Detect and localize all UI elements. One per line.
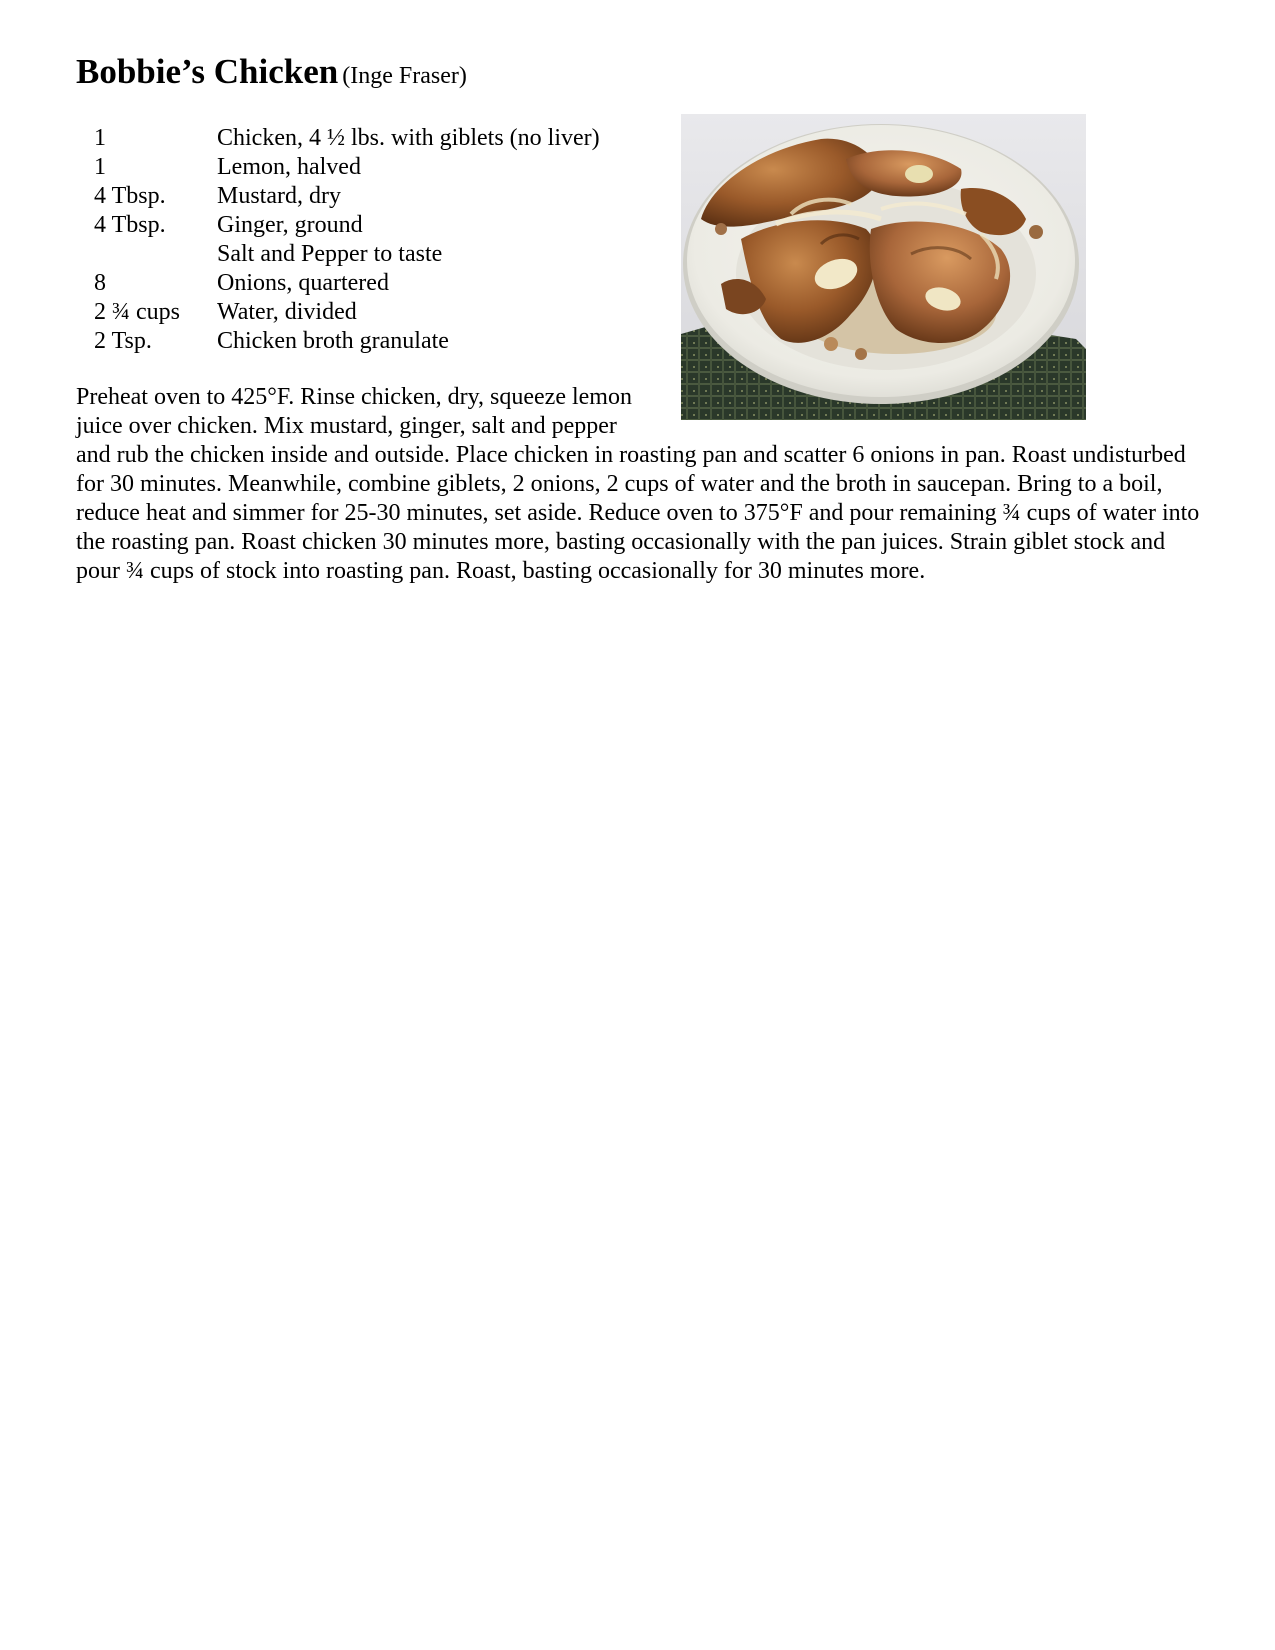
ingredient-quantity: 8 [94, 270, 106, 296]
ingredient-name: Mustard, dry [217, 183, 341, 209]
ingredient-name: Salt and Pepper to taste [217, 241, 443, 267]
title-line [76, 52, 467, 92]
ingredient-row [94, 327, 600, 356]
ingredient-row [94, 153, 600, 182]
ingredient-quantity: 2 Tsp. [94, 328, 152, 354]
ingredient-list [94, 124, 600, 356]
ingredient-name: Water, divided [217, 299, 357, 325]
ingredient-quantity: 2 ¾ cups [94, 299, 180, 325]
ingredient-quantity: 4 Tbsp. [94, 212, 166, 238]
ingredient-row [94, 124, 600, 153]
ingredient-name: Chicken broth granulate [217, 328, 449, 354]
ingredient-name: Lemon, halved [217, 154, 361, 180]
chicken-photo-image [681, 114, 1086, 420]
ingredient-row [94, 182, 600, 211]
chicken-photo [681, 114, 1086, 420]
ingredient-row [94, 298, 600, 327]
method-section [76, 383, 1206, 586]
ingredient-quantity: 4 Tbsp. [94, 183, 166, 209]
ingredient-name: Ginger, ground [217, 212, 363, 238]
recipe-author: (Inge Fraser) [342, 63, 467, 89]
recipe-title: Bobbie’s Chicken [76, 52, 339, 91]
ingredient-name: Onions, quartered [217, 270, 389, 296]
ingredient-quantity [94, 240, 217, 269]
method-text: Preheat oven to 425°F. Rinse chicken, dry, squeeze lemon juice over chicken. Mix mustard, ginger, salt and pepper and rub the chicken inside and outside. Place chicken in roasting pan and scatter 6 onions in pan. Roast undisturbed for 30 minutes. Meanwhile, combine giblets, 2 onions, 2 cups of water and the broth in saucepan. Bring to a boil, reduce heat and simmer for 25-30 minutes, set aside. Reduce oven to 375°F and pour remaining ¾ cups of water into the roasting pan. Roast chicken 30 minutes more, basting occasionally with the pan juices. Strain giblet stock and pour ¾ cups of stock into roasting pan. Roast, basting occasionally for 30 minutes more. [76, 384, 1200, 584]
ingredient-row [94, 211, 600, 240]
ingredient-quantity: 1 [94, 154, 106, 180]
photo-wrap-spacer [651, 383, 1206, 441]
ingredient-quantity: 1 [94, 125, 106, 151]
ingredient-row [94, 269, 600, 298]
ingredient-name: Chicken, 4 ½ lbs. with giblets (no liver) [217, 125, 600, 151]
ingredient-row [94, 240, 600, 269]
